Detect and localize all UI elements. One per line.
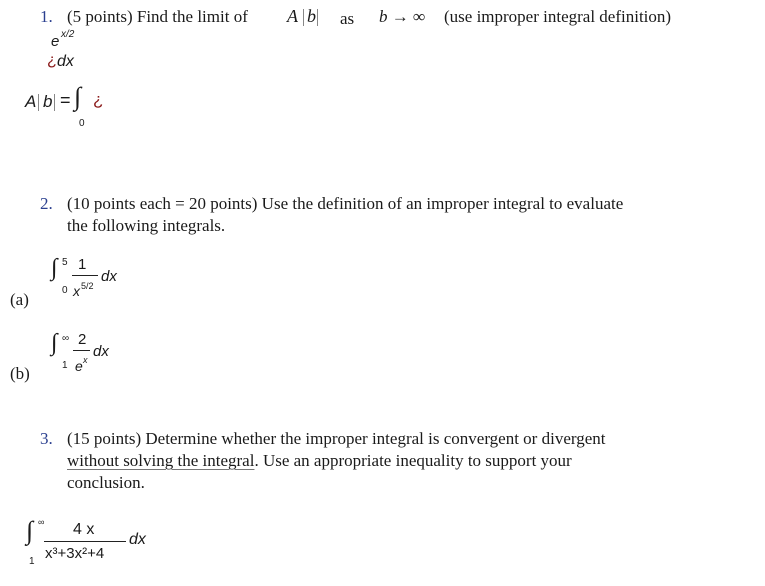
q2-a-denominator-base: x bbox=[73, 283, 80, 299]
q1-inverted-question: ¿ bbox=[47, 52, 57, 69]
q3-fraction-bar bbox=[44, 541, 126, 542]
q2-b-label: (b) bbox=[10, 364, 30, 383]
q3-integral-sign: ∫ bbox=[26, 516, 34, 545]
q2-b-lower-limit: 1 bbox=[62, 360, 68, 371]
q2-b-integral-sign: ∫ bbox=[51, 330, 58, 356]
q3-numerator: 4 x bbox=[73, 521, 95, 538]
q2-a-fraction-bar bbox=[72, 275, 98, 276]
q3-underlined-phrase: without solving the integral bbox=[67, 451, 255, 470]
q3-line2 bbox=[67, 451, 572, 471]
q1-bar-right bbox=[315, 9, 320, 28]
q1-number: 1. bbox=[40, 7, 53, 26]
q3-number: 3. bbox=[40, 429, 53, 448]
q1-text-b: (use improper integral definition) bbox=[444, 7, 672, 26]
q2-a-numerator: 1 bbox=[78, 256, 87, 273]
q1-bar-left bbox=[301, 9, 306, 28]
q1-lhs-A: A bbox=[25, 92, 37, 111]
q3-line2-rest: . Use an appropriate inequality to support your bbox=[254, 451, 572, 470]
q1-lower-limit: 0 bbox=[79, 118, 85, 129]
q1-equals: = bbox=[60, 90, 71, 110]
q3-denominator: x³+3x²+4 bbox=[45, 545, 105, 562]
q2-a-dx: dx bbox=[101, 268, 117, 285]
q2-line2: the following integrals. bbox=[67, 216, 226, 235]
q2-a-label: (a) bbox=[10, 290, 29, 309]
q1-b-arrow: b → ∞ bbox=[379, 7, 426, 26]
q1-A: A bbox=[287, 6, 298, 26]
q1-dx: dx bbox=[57, 53, 74, 70]
q2-a-lower-limit: 0 bbox=[62, 285, 68, 296]
q1-integral-sign: ∫ bbox=[74, 82, 82, 111]
q2-b-denominator-base: e bbox=[75, 358, 83, 374]
q2-a-integral-sign: ∫ bbox=[51, 255, 58, 281]
q1-inverted-question-2: ¿ bbox=[93, 90, 104, 109]
q1-text-a: (5 points) Find the limit of bbox=[67, 7, 248, 26]
q3-line3: conclusion. bbox=[67, 473, 145, 492]
q1-b: b bbox=[307, 6, 316, 26]
q1-lhs-bar-left bbox=[36, 94, 41, 113]
q2-b-dx: dx bbox=[93, 343, 109, 360]
q2-a-upper-limit: 5 bbox=[62, 257, 68, 268]
q3-line1: (15 points) Determine whether the improper integral is convergent or divergent bbox=[67, 429, 606, 448]
q2-line1: (10 points each = 20 points) Use the definition of an improper integral to evaluate bbox=[67, 194, 624, 213]
q2-number: 2. bbox=[40, 194, 53, 213]
q1-as: as bbox=[340, 9, 355, 28]
q1-exp-base: e bbox=[51, 33, 60, 50]
q3-lower-limit: 1 bbox=[29, 556, 35, 567]
q3-upper-limit: ∞ bbox=[38, 517, 45, 527]
q1-lhs-b: b bbox=[43, 92, 53, 111]
q2-b-denominator-exponent: x bbox=[83, 355, 88, 365]
q2-b-numerator: 2 bbox=[78, 331, 87, 348]
q2-a-denominator-exponent: 5/2 bbox=[81, 281, 94, 291]
q2-b-fraction-bar bbox=[73, 350, 90, 351]
q2-b-upper-limit: ∞ bbox=[62, 333, 70, 344]
q3-dx: dx bbox=[129, 531, 146, 548]
q1-exp-sup: x/2 bbox=[61, 29, 75, 40]
q1-lhs-bar-right bbox=[52, 94, 57, 113]
